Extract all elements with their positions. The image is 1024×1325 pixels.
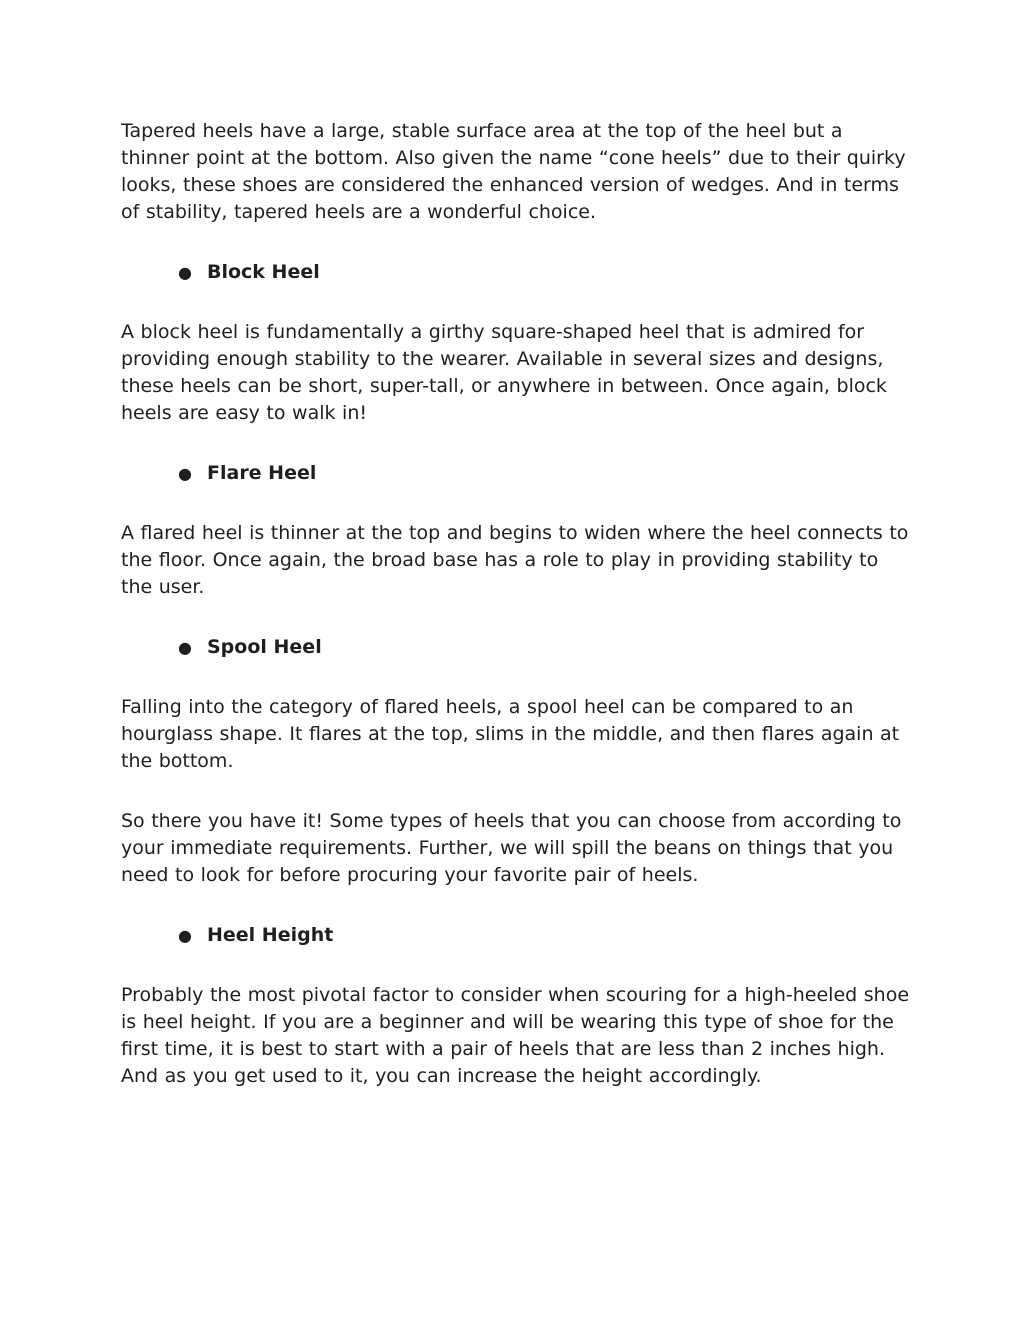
- paragraph-spool-heel: Falling into the category of flared heels, a spool heel can be compared to an hourglass shape. It flares at the top, slims in the middle, and then flares again at the bottom.: [121, 696, 900, 772]
- bullet-heading: Spool Heel: [207, 636, 322, 658]
- bullet-item-heel-height: [121, 922, 911, 949]
- paragraph-heel-height: Probably the most pivotal factor to consider when scouring for a high-heeled shoe is heel height. If you are a beginner and will be wearing this type of shoe for the first time, it is best to start with a pair of heels that are less than 2 inches high. And as you get used to it, you can increase the height accordingly.: [121, 984, 910, 1087]
- bullet-item-block-heel: [121, 259, 911, 286]
- bullet-heading: Block Heel: [207, 261, 320, 283]
- bullet-icon: ●: [178, 464, 192, 483]
- bullet-item-flare-heel: [121, 460, 911, 487]
- bullet-item-spool-heel: [121, 634, 911, 661]
- document-body: [121, 118, 911, 1123]
- bullet-heading: Heel Height: [207, 924, 334, 946]
- bullet-icon: ●: [178, 638, 192, 657]
- bullet-heading: Flare Heel: [207, 462, 317, 484]
- bullet-icon: ●: [178, 926, 192, 945]
- bullet-icon: ●: [178, 263, 192, 282]
- paragraph-summary: So there you have it! Some types of heels that you can choose from according to your immediate requirements. Further, we will spill the beans on things that you need to look for before procuring your favorite pair of heels.: [121, 810, 902, 886]
- paragraph-flare-heel: A flared heel is thinner at the top and begins to widen where the heel connects to the floor. Once again, the broad base has a role to play in providing stability to the user.: [121, 522, 909, 598]
- paragraph-tapered-heels: Tapered heels have a large, stable surface area at the top of the heel but a thinner point at the bottom. Also given the name “cone heels” due to their quirky looks, these shoes are considered the enhanced version of wedges. And in terms of stability, tapered heels are a wonderful choice.: [121, 120, 906, 223]
- paragraph-block-heel: A block heel is fundamentally a girthy square-shaped heel that is admired for providing enough stability to the wearer. Available in several sizes and designs, these heels can be short, super-tall, or anywhere in between. Once again, block heels are easy to walk in!: [121, 321, 887, 424]
